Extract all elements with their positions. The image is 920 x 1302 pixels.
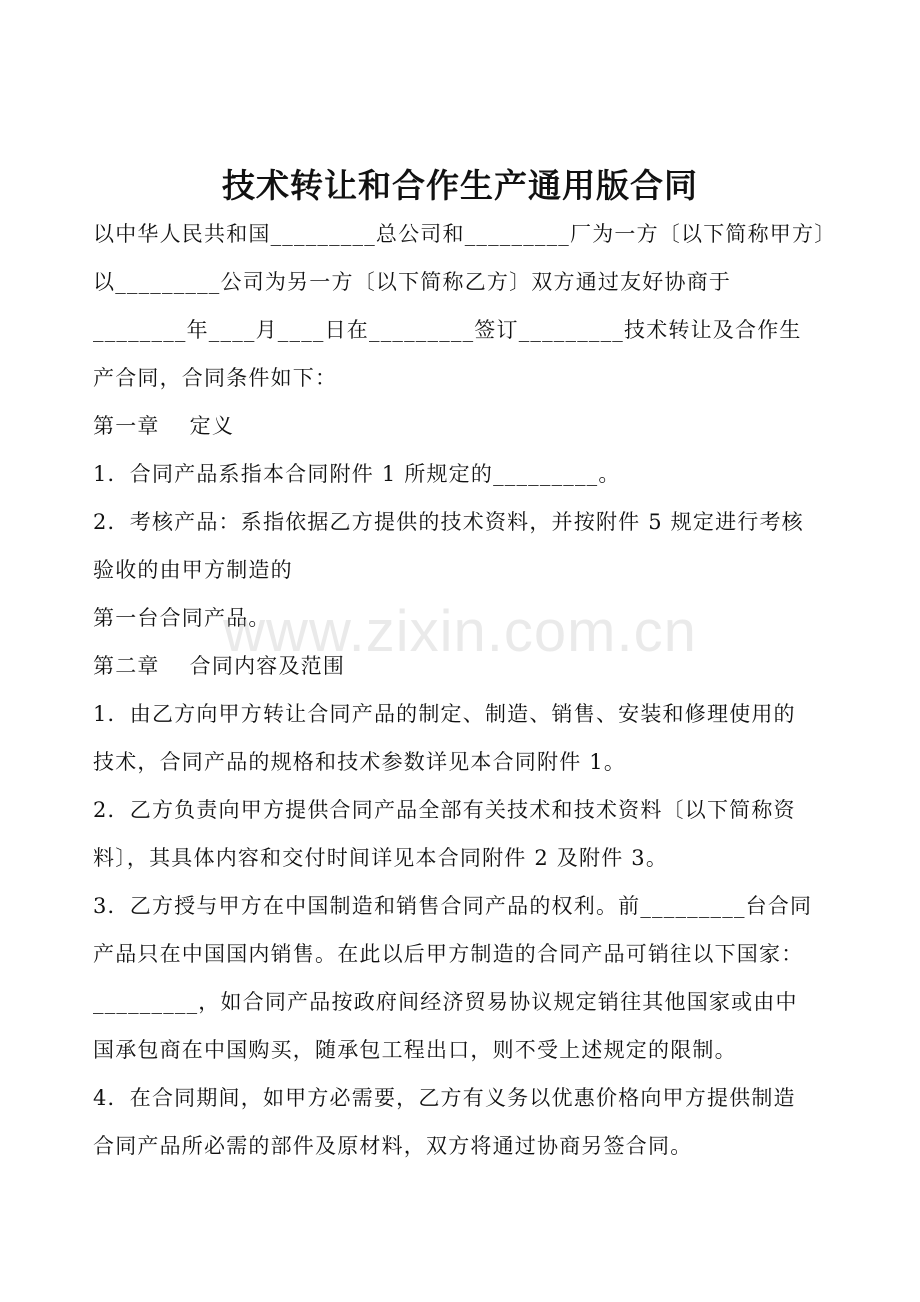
document-body xyxy=(93,210,837,1170)
chapter-heading-1: 第一章 定义 xyxy=(93,414,235,438)
paragraph-line: 2．考核产品：系指依据乙方提供的技术资料，并按附件 5 规定进行考核 xyxy=(93,510,804,534)
paragraph-line: 4．在合同期间，如甲方必需要，乙方有义务以优惠价格向甲方提供制造 xyxy=(93,1086,796,1110)
paragraph-line: 技术，合同产品的规格和技术参数详见本合同附件 1。 xyxy=(93,750,627,774)
paragraph-line: 3．乙方授与甲方在中国制造和销售合同产品的权利。前_________台合同 xyxy=(93,894,813,918)
paragraph-line: 产品只在中国国内销售。在此以后甲方制造的合同产品可销往以下国家： xyxy=(93,942,804,966)
watermark-text: www.zixin.com.cn xyxy=(223,599,697,664)
paragraph-line: 1．合同产品系指本合同附件 1 所规定的_________。 xyxy=(93,462,621,486)
paragraph-line: 第一台合同产品。 xyxy=(93,606,271,630)
paragraph-line: 验收的由甲方制造的 xyxy=(93,558,293,582)
chapter-heading-2: 第二章 合同内容及范围 xyxy=(93,654,346,678)
paragraph-line: 以_________公司为另一方〔以下简称乙方〕双方通过友好协商于 xyxy=(93,270,732,294)
paragraph-line: 国承包商在中国购买，随承包工程出口，则不受上述规定的限制。 xyxy=(93,1038,737,1062)
paragraph-line: 以中华人民共和国_________总公司和_________厂为一方〔以下简称甲方〕 xyxy=(93,222,837,246)
paragraph-line: 2．乙方负责向甲方提供合同产品全部有关技术和技术资料〔以下简称资 xyxy=(93,798,796,822)
paragraph-line: ________年____月____日在_________签订_________技术转让及合作生 xyxy=(93,318,802,342)
paragraph-line: 合同产品所必需的部件及原材料，双方将通过协商另签合同。 xyxy=(93,1134,693,1158)
paragraph-line: _________，如合同产品按政府间经济贸易协议规定销往其他国家或由中 xyxy=(93,990,798,1014)
paragraph-line: 料〕，其具体内容和交付时间详见本合同附件 2 及附件 3。 xyxy=(93,846,669,870)
paragraph-line: 产合同，合同条件如下： xyxy=(93,366,338,390)
paragraph-line: 1．由乙方向甲方转让合同产品的制定、制造、销售、安装和修理使用的 xyxy=(93,702,796,726)
document-title: 技术转让和合作生产通用版合同 xyxy=(222,166,698,205)
